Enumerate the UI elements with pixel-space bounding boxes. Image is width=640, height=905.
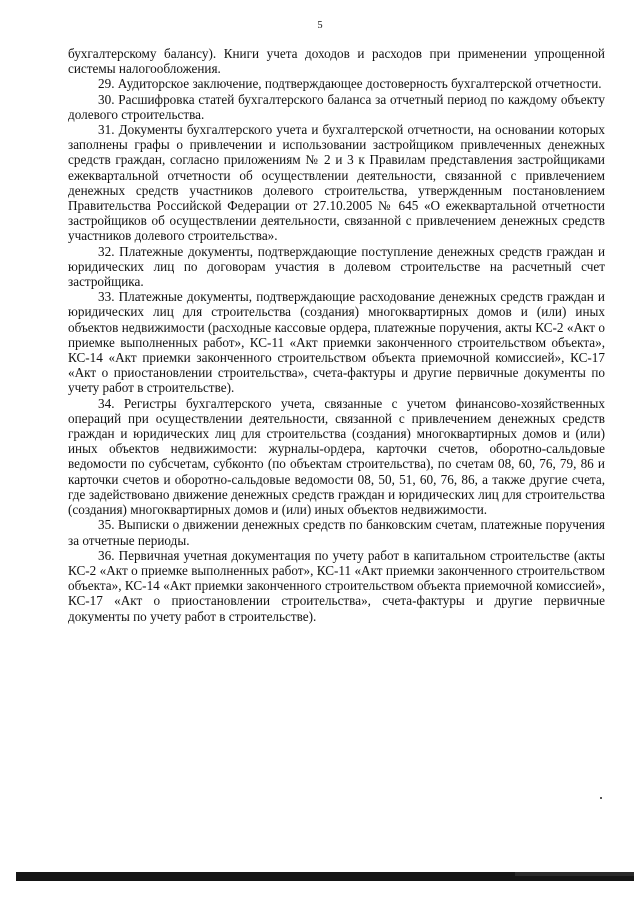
scan-speck	[600, 797, 602, 799]
paragraph-31: 31. Документы бухгалтерского учета и бухгалтерской отчетности, на основании которых заполнены графы о привлечении и использовании застройщиком привлеченных денежных средств граждан, согласно приложениям № 2 и 3 к Правилам представления застройщиками ежеквартальной отчетности об осуществлении деятельности, связанной с привлечением денежных средств участников долевого строительства, утвержденным постановлением Правительства Российской Федерации от 27.10.2005 № 645 «О ежеквартальной отчетности застройщиков об осуществлении деятельности, связанной с привлечением денежных средств участников долевого строительства».	[68, 122, 605, 244]
paragraph-continued: бухгалтерскому балансу). Книги учета доходов и расходов при применении упрощенной системы налогообложения.	[68, 46, 605, 77]
paragraph-36: 36. Первичная учетная документация по учету работ в капитальном строительстве (акты КС-2 «Акт о приемке выполненных работ», КС-11 «Акт приемки законченного строительством объекта», КС-14 «Акт приемки законченного строительством объекта приемочной комиссией», КС-17 «Акт о приостановлении строительства», счета-фактуры и другие первичные документы по учету работ в строительстве).	[68, 547, 605, 624]
scan-edge-bar-end	[515, 872, 634, 876]
paragraph-29: 29. Аудиторское заключение, подтверждающее достоверность бухгалтерской отчетности.	[98, 76, 602, 92]
paragraph-32: 32. Платежные документы, подтверждающие поступление денежных средств граждан и юридических лиц по договорам участия в долевом строительстве на расчетный счет застройщика.	[68, 243, 605, 290]
page-number: 5	[317, 20, 323, 31]
document-body	[68, 46, 605, 624]
paragraph-33: 33. Платежные документы, подтверждающие расходование денежных средств граждан и юридических лиц для строительства (создания) многоквартирных домов и (или) иных объектов недвижимости (расходные кассовые ордера, платежные поручения, акты КС-2 «Акт о приемке выполненных работ», КС-11 «Акт приемки законченного строительством объекта», КС-14 «Акт приемки законченного строительством объекта приемочной комиссией», КС-17 «Акт о приостановлении строительства», счета-фактуры и другие первичные документы по учету работ в строительстве).	[68, 289, 605, 396]
paragraph-30: 30. Расшифровка статей бухгалтерского баланса за отчетный период по каждому объекту долевого строительства.	[68, 91, 605, 122]
paragraph-34: 34. Регистры бухгалтерского учета, связанные с учетом финансово-хозяйственных операций при осуществлении деятельности, связанной с привлечением денежных средств граждан и юридических лиц для строительства (создания) многоквартирных домов и (или) иных объектов недвижимости: журналы-ордера, карточки счетов, оборотно-сальдовые ведомости по субсчетам, субконто (по объектам строительства), по счетам 08, 60, 76, 79, 86 и карточки счетов и оборотно-сальдовые ведомости 08, 50, 51, 60, 76, 86, а также другие счета, где задействовано движение денежных средств граждан и юридических лиц для строительства (создания) многоквартирных домов и (или) иных объектов недвижимости.	[68, 395, 605, 518]
paragraph-35: 35. Выписки о движении денежных средств по банковским счетам, платежные поручения за отчетные периоды.	[68, 517, 605, 548]
